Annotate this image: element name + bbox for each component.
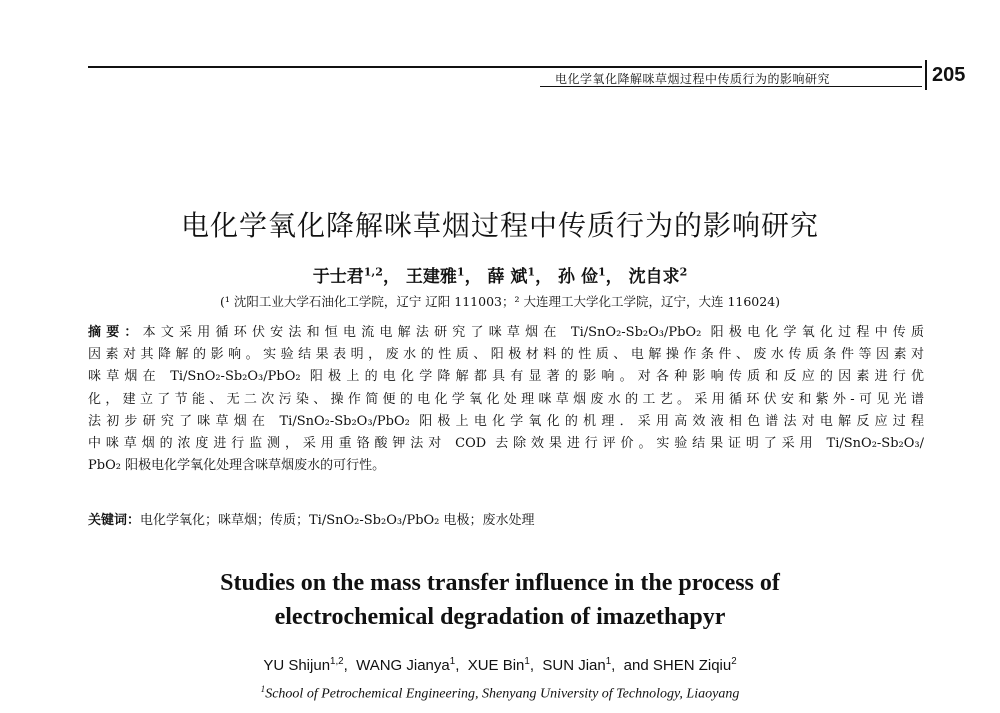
author-affiliation-mark: 2: [679, 265, 688, 279]
author-name: 沈自求: [628, 267, 680, 287]
author-affiliation-mark: 1: [524, 656, 530, 667]
abstract-line: 法初步研究了咪草烟在 Ti/SnO₂-Sb₂O₃/PbO₂ 阳极上电化学氧化的机理．采用高效液相色谱法对电解反应过程: [88, 413, 924, 429]
author-separator: ,: [343, 657, 352, 674]
running-title: 电化学氧化降解咪草烟过程中传质行为的影响研究: [555, 72, 831, 86]
author-affiliation-mark: 1,2: [330, 656, 344, 667]
chinese-title: 电化学氧化降解咪草烟过程中传质行为的影响研究: [180, 209, 819, 242]
author-affiliation-mark: 1: [456, 265, 465, 279]
author-affiliation-mark: 2: [731, 656, 737, 667]
author-name: YU Shijun: [263, 657, 331, 674]
author-name: XUE Bin: [467, 657, 525, 674]
author-separator: ,: [529, 657, 539, 674]
header-divider: [925, 60, 927, 90]
author-affiliation-mark: 1: [527, 265, 536, 279]
author-separator: ,: [611, 657, 620, 674]
page-number: 205: [932, 64, 966, 86]
author-name: 王建雅: [405, 267, 457, 287]
author-name: 薛 斌: [487, 267, 528, 287]
keywords-label: 关键词：: [88, 513, 141, 528]
chinese-authors: [0, 262, 1000, 287]
author-affiliation-mark: 1: [449, 656, 456, 667]
author-separator: ，: [535, 267, 553, 287]
author-affiliation-mark: 1: [597, 265, 606, 279]
author-separator: ，: [464, 267, 482, 287]
author-separator: ,: [455, 657, 464, 674]
english-title-line: electrochemical degradation of imazethapyr: [274, 604, 726, 630]
english-title: [0, 566, 1000, 634]
abstract-label: 摘要：: [88, 325, 143, 340]
english-affiliation: [0, 684, 1000, 703]
author-affiliation-mark: 1,2: [363, 265, 383, 279]
affiliation-mark: 1: [260, 684, 266, 694]
author-affiliation-mark: 1: [605, 656, 612, 667]
abstract-line: PbO₂ 阳极电化学氧化处理含咪草烟废水的可行性。: [88, 458, 386, 474]
abstract-text: 本文采用循环伏安法和恒电流电解法研究了咪草烟在 Ti/SnO₂-Sb₂O₃/PbO₂ 阳极电化学氧化过程中传质: [142, 325, 924, 340]
author-name: WANG Jianya: [356, 657, 450, 674]
author-name: SUN Jian: [542, 657, 606, 674]
author-name: 孙 俭: [558, 267, 598, 287]
author-name: and SHEN Ziqiu: [623, 657, 732, 674]
chinese-keywords: [88, 509, 924, 528]
keywords-text: 电化学氧化；咪草烟；传质；Ti/SnO₂-Sb₂O₃/PbO₂ 电极；废水处理: [140, 513, 535, 528]
abstract-line: 因素对其降解的影响。实验结果表明，废水的性质、阳极材料的性质、电解操作条件、废水传质条件等因素对: [88, 347, 924, 363]
abstract-line: 中咪草烟的浓度进行监测，采用重铬酸钾法对 COD 去除效果进行评价。实验结果证明了采用 Ti/SnO₂-Sb₂O₃/: [88, 435, 924, 451]
chinese-affiliation: (¹ 沈阳工业大学石油化工学院，辽宁 辽阳 111003；² 大连理工大学化工学院，辽宁，大连 116024): [219, 294, 781, 309]
chinese-abstract: [88, 322, 924, 477]
abstract-line: 咪草烟在 Ti/SnO₂-Sb₂O₃/PbO₂ 阳极上的电化学降解都具有显著的影响。对各种影响传质和反应的因素进行优: [88, 369, 924, 385]
abstract-line: 化，建立了节能、无二次污染、操作简便的电化学氧化处理咪草烟废水的工艺。采用循环伏安和紫外-可见光谱: [88, 391, 924, 407]
header-rule: [88, 66, 922, 68]
abstract-line: [88, 322, 924, 344]
author-name: 于士君: [312, 267, 364, 287]
author-separator: ，: [605, 267, 623, 287]
english-authors: [0, 656, 1000, 674]
author-separator: ，: [382, 267, 400, 287]
affiliation-text: School of Petrochemical Engineering, Shenyang University of Technology, Liaoyang: [265, 686, 740, 702]
english-title-line: Studies on the mass transfer influence in the process of: [220, 570, 780, 596]
